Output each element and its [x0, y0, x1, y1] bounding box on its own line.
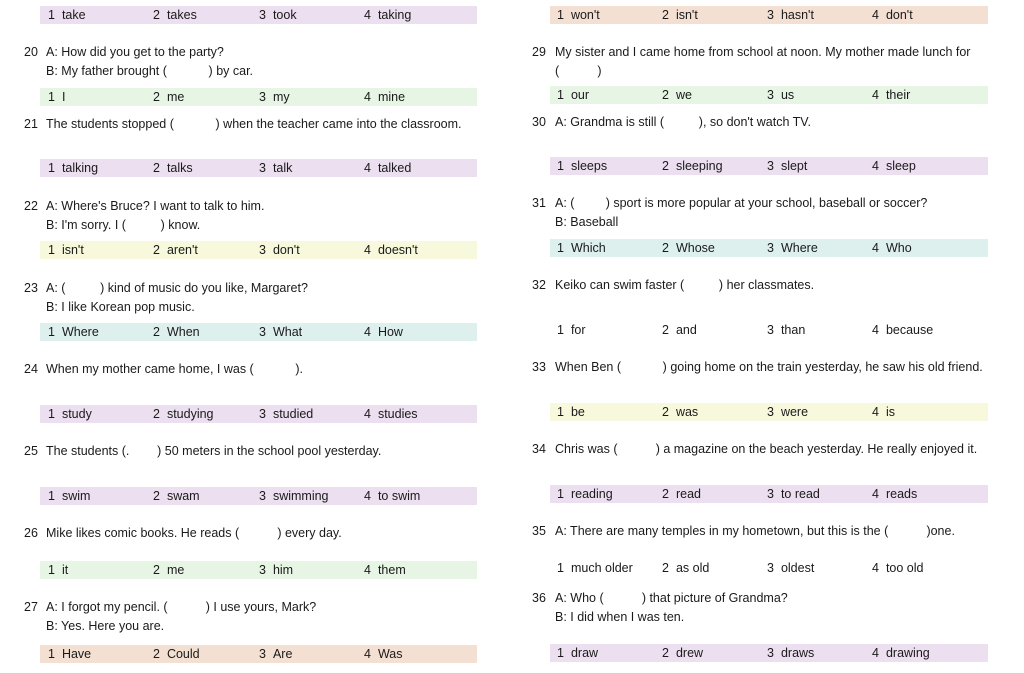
- question-text: A: There are many temples in my hometown, but this is the ( )one.: [555, 524, 955, 538]
- answer-option[interactable]: [153, 489, 200, 503]
- answer-option[interactable]: [364, 161, 411, 175]
- question-text: Keiko can swim faster ( ) her classmates.: [555, 278, 815, 292]
- answer-option[interactable]: [662, 405, 698, 419]
- answer-choices: [40, 645, 477, 663]
- answer-option[interactable]: [259, 647, 292, 661]
- answer-option[interactable]: [557, 8, 600, 22]
- option-number: 2: [662, 646, 669, 660]
- answer-option[interactable]: [153, 407, 214, 421]
- option-number: 3: [767, 159, 774, 173]
- option-number: 2: [153, 489, 160, 503]
- answer-option[interactable]: [48, 161, 98, 175]
- option-number: 2: [153, 325, 160, 339]
- option-text: don't: [885, 8, 913, 22]
- option-text: takes: [166, 8, 197, 22]
- option-text: Where: [780, 241, 818, 255]
- answer-option[interactable]: [557, 159, 607, 173]
- answer-option[interactable]: [872, 405, 895, 419]
- answer-option[interactable]: [48, 647, 91, 661]
- answer-choices: [550, 321, 988, 339]
- option-text: my: [272, 90, 290, 104]
- answer-option[interactable]: [557, 487, 613, 501]
- answer-option[interactable]: [364, 243, 418, 257]
- answer-option[interactable]: [872, 88, 910, 102]
- answer-option[interactable]: [364, 407, 418, 421]
- answer-option[interactable]: [557, 241, 606, 255]
- question-number: 33: [532, 360, 546, 374]
- answer-option[interactable]: [48, 489, 90, 503]
- option-text: talk: [272, 161, 293, 175]
- option-number: 1: [48, 489, 55, 503]
- option-text: talked: [377, 161, 412, 175]
- option-number: 3: [767, 8, 774, 22]
- option-number: 3: [259, 325, 266, 339]
- answer-option[interactable]: [872, 159, 916, 173]
- option-number: 4: [364, 8, 371, 22]
- question-number: 23: [24, 281, 38, 295]
- option-text: too old: [885, 561, 924, 575]
- question-number: 30: [532, 115, 546, 129]
- option-text: our: [570, 88, 590, 102]
- option-text: studied: [272, 407, 314, 421]
- question-number: 36: [532, 591, 546, 605]
- option-number: 3: [767, 405, 774, 419]
- option-text: don't: [272, 243, 300, 257]
- answer-option[interactable]: [662, 8, 698, 22]
- option-text: take: [61, 8, 86, 22]
- answer-option[interactable]: [872, 323, 933, 337]
- option-text: talking: [61, 161, 99, 175]
- option-text: for: [570, 323, 586, 337]
- option-text: is: [885, 405, 895, 419]
- option-number: 4: [872, 561, 879, 575]
- answer-option[interactable]: [48, 407, 92, 421]
- answer-option[interactable]: [872, 487, 917, 501]
- question-text: B: Baseball: [555, 215, 619, 229]
- question-number: 34: [532, 442, 546, 456]
- answer-choices: [40, 88, 477, 106]
- option-text: draw: [570, 646, 599, 660]
- option-text: talks: [166, 161, 193, 175]
- option-text: it: [61, 563, 69, 577]
- answer-option[interactable]: [153, 243, 198, 257]
- option-number: 3: [259, 489, 266, 503]
- option-number: 4: [872, 487, 879, 501]
- option-text: to swim: [377, 489, 421, 503]
- option-text: drew: [675, 646, 704, 660]
- option-text: sleeping: [675, 159, 723, 173]
- answer-option[interactable]: [767, 561, 814, 575]
- option-number: 2: [153, 647, 160, 661]
- option-text: took: [272, 8, 297, 22]
- option-number: 4: [872, 88, 879, 102]
- option-text: Who: [885, 241, 912, 255]
- question-number: 20: [24, 45, 38, 59]
- option-text: isn't: [675, 8, 698, 22]
- answer-option[interactable]: [662, 241, 715, 255]
- option-text: him: [272, 563, 294, 577]
- option-text: swam: [166, 489, 200, 503]
- option-text: When: [166, 325, 200, 339]
- option-text: Which: [570, 241, 606, 255]
- option-number: 1: [557, 561, 564, 575]
- option-text: me: [166, 563, 185, 577]
- answer-option[interactable]: [153, 325, 200, 339]
- question-text: B: Yes. Here you are.: [46, 619, 165, 633]
- option-text: reads: [885, 487, 918, 501]
- option-text: aren't: [166, 243, 198, 257]
- answer-option[interactable]: [153, 647, 200, 661]
- option-number: 2: [662, 561, 669, 575]
- option-number: 4: [872, 323, 879, 337]
- option-text: slept: [780, 159, 808, 173]
- option-text: How: [377, 325, 403, 339]
- option-text: mine: [377, 90, 406, 104]
- answer-option[interactable]: [767, 159, 807, 173]
- option-text: studying: [166, 407, 214, 421]
- question-text: The students stopped ( ) when the teacher came into the classroom.: [46, 117, 462, 131]
- option-text: us: [780, 88, 795, 102]
- option-number: 1: [48, 563, 55, 577]
- option-number: 2: [662, 8, 669, 22]
- option-number: 3: [767, 487, 774, 501]
- option-number: 4: [364, 407, 371, 421]
- answer-option[interactable]: [662, 159, 723, 173]
- option-text: were: [780, 405, 809, 419]
- option-number: 1: [557, 8, 564, 22]
- option-number: 3: [259, 407, 266, 421]
- answer-option[interactable]: [48, 90, 65, 104]
- question-text: The students (. ) 50 meters in the school pool yesterday.: [46, 444, 382, 458]
- question-text: My sister and I came home from school at noon. My mother made lunch for: [555, 45, 971, 59]
- option-number: 4: [872, 159, 879, 173]
- option-number: 3: [259, 161, 266, 175]
- answer-choices: [40, 405, 477, 423]
- option-text: Could: [166, 647, 200, 661]
- option-number: 4: [872, 646, 879, 660]
- option-text: them: [377, 563, 406, 577]
- option-text: draws: [780, 646, 815, 660]
- answer-option[interactable]: [259, 489, 329, 503]
- option-text: Have: [61, 647, 92, 661]
- option-text: I: [61, 90, 66, 104]
- option-number: 4: [872, 405, 879, 419]
- answer-option[interactable]: [364, 489, 420, 503]
- option-text: Was: [377, 647, 403, 661]
- option-number: 1: [557, 241, 564, 255]
- answer-choices: [40, 561, 477, 579]
- answer-option[interactable]: [557, 646, 598, 660]
- question-text: A: Who ( ) that picture of Grandma?: [555, 591, 788, 605]
- option-text: Are: [272, 647, 293, 661]
- question-text: A: Grandma is still ( ), so don't watch TV.: [555, 115, 811, 129]
- answer-choices: [40, 6, 477, 24]
- answer-option[interactable]: [364, 647, 403, 661]
- option-text: What: [272, 325, 303, 339]
- option-number: 2: [153, 161, 160, 175]
- question-number: 24: [24, 362, 38, 376]
- option-text: than: [780, 323, 806, 337]
- answer-choices: [550, 485, 988, 503]
- answer-option[interactable]: [259, 563, 293, 577]
- option-number: 4: [364, 90, 371, 104]
- answer-option[interactable]: [662, 487, 701, 501]
- option-number: 3: [767, 88, 774, 102]
- answer-option[interactable]: [557, 561, 633, 575]
- option-number: 3: [767, 561, 774, 575]
- answer-choices: [550, 644, 988, 662]
- answer-choices: [550, 6, 988, 24]
- option-number: 2: [153, 407, 160, 421]
- answer-choices: [40, 241, 477, 259]
- question-number: 25: [24, 444, 38, 458]
- option-number: 3: [767, 241, 774, 255]
- answer-option[interactable]: [48, 325, 99, 339]
- option-number: 3: [259, 563, 266, 577]
- option-number: 2: [662, 323, 669, 337]
- option-text: swim: [61, 489, 91, 503]
- option-text: we: [675, 88, 692, 102]
- answer-option[interactable]: [364, 90, 405, 104]
- answer-option[interactable]: [153, 563, 184, 577]
- option-number: 3: [767, 646, 774, 660]
- question-text: Chris was ( ) a magazine on the beach yesterday. He really enjoyed it.: [555, 442, 978, 456]
- answer-option[interactable]: [767, 646, 814, 660]
- answer-option[interactable]: [259, 8, 297, 22]
- answer-option[interactable]: [557, 323, 586, 337]
- question-text: A: I forgot my pencil. ( ) I use yours, Mark?: [46, 600, 317, 614]
- option-text: swimming: [272, 489, 329, 503]
- option-number: 3: [259, 647, 266, 661]
- option-number: 1: [48, 325, 55, 339]
- answer-option[interactable]: [259, 325, 302, 339]
- answer-option[interactable]: [364, 8, 411, 22]
- option-number: 4: [364, 325, 371, 339]
- option-number: 1: [48, 647, 55, 661]
- answer-choices: [550, 403, 988, 421]
- option-number: 2: [662, 159, 669, 173]
- question-number: 32: [532, 278, 546, 292]
- answer-option[interactable]: [48, 8, 86, 22]
- answer-option[interactable]: [767, 8, 814, 22]
- answer-option[interactable]: [259, 90, 290, 104]
- option-text: reading: [570, 487, 613, 501]
- answer-option[interactable]: [872, 8, 913, 22]
- question-number: 31: [532, 196, 546, 210]
- answer-option[interactable]: [767, 405, 808, 419]
- answer-option[interactable]: [259, 243, 300, 257]
- option-text: study: [61, 407, 92, 421]
- option-text: as old: [675, 561, 710, 575]
- question-number: 35: [532, 524, 546, 538]
- answer-option[interactable]: [662, 561, 709, 575]
- option-text: studies: [377, 407, 418, 421]
- answer-choices: [550, 559, 988, 577]
- option-number: 4: [364, 243, 371, 257]
- option-number: 3: [767, 323, 774, 337]
- option-text: oldest: [780, 561, 815, 575]
- option-text: drawing: [885, 646, 930, 660]
- option-number: 2: [153, 90, 160, 104]
- option-number: 1: [48, 8, 55, 22]
- option-number: 1: [557, 405, 564, 419]
- question-text: A: How did you get to the party?: [46, 45, 224, 59]
- answer-option[interactable]: [48, 243, 84, 257]
- option-text: and: [675, 323, 697, 337]
- option-number: 4: [872, 8, 879, 22]
- option-number: 1: [557, 487, 564, 501]
- option-number: 4: [872, 241, 879, 255]
- answer-choices: [550, 239, 988, 257]
- question-text: A: Where's Bruce? I want to talk to him.: [46, 199, 265, 213]
- question-text: ( ): [555, 64, 602, 78]
- option-text: was: [675, 405, 699, 419]
- option-text: doesn't: [377, 243, 418, 257]
- question-text: When my mother came home, I was ( ).: [46, 362, 304, 376]
- option-number: 2: [662, 487, 669, 501]
- answer-option[interactable]: [662, 323, 697, 337]
- option-text: much older: [570, 561, 633, 575]
- option-text: Whose: [675, 241, 715, 255]
- question-text: When Ben ( ) going home on the train yesterday, he saw his old friend.: [555, 360, 983, 374]
- question-number: 29: [532, 45, 546, 59]
- option-number: 1: [48, 90, 55, 104]
- option-number: 1: [48, 407, 55, 421]
- option-number: 1: [557, 88, 564, 102]
- option-number: 4: [364, 489, 371, 503]
- option-number: 2: [153, 8, 160, 22]
- option-text: Where: [61, 325, 99, 339]
- option-text: their: [885, 88, 911, 102]
- option-text: to read: [780, 487, 820, 501]
- option-text: won't: [570, 8, 600, 22]
- option-text: taking: [377, 8, 412, 22]
- answer-option[interactable]: [557, 88, 589, 102]
- option-text: isn't: [61, 243, 84, 257]
- answer-option[interactable]: [767, 487, 820, 501]
- answer-option[interactable]: [259, 407, 313, 421]
- option-number: 4: [364, 647, 371, 661]
- option-text: because: [885, 323, 934, 337]
- option-number: 2: [662, 405, 669, 419]
- option-text: be: [570, 405, 585, 419]
- answer-option[interactable]: [662, 88, 692, 102]
- answer-option[interactable]: [153, 90, 184, 104]
- option-number: 3: [259, 8, 266, 22]
- answer-choices: [40, 487, 477, 505]
- option-text: me: [166, 90, 185, 104]
- answer-option[interactable]: [872, 646, 930, 660]
- answer-choices: [40, 159, 477, 177]
- option-number: 3: [259, 243, 266, 257]
- question-number: 21: [24, 117, 38, 131]
- answer-option[interactable]: [767, 323, 805, 337]
- option-number: 1: [557, 159, 564, 173]
- answer-option[interactable]: [767, 241, 818, 255]
- option-number: 4: [364, 161, 371, 175]
- answer-option[interactable]: [48, 563, 68, 577]
- option-number: 1: [557, 323, 564, 337]
- option-number: 2: [153, 563, 160, 577]
- option-text: read: [675, 487, 701, 501]
- question-number: 27: [24, 600, 38, 614]
- answer-choices: [550, 157, 988, 175]
- question-number: 22: [24, 199, 38, 213]
- answer-option[interactable]: [259, 161, 292, 175]
- answer-option[interactable]: [364, 325, 403, 339]
- option-number: 2: [153, 243, 160, 257]
- question-text: A: ( ) kind of music do you like, Margaret?: [46, 281, 308, 295]
- question-text: B: I like Korean pop music.: [46, 300, 195, 314]
- option-number: 1: [48, 161, 55, 175]
- question-text: A: ( ) sport is more popular at your school, baseball or soccer?: [555, 196, 928, 210]
- question-number: 26: [24, 526, 38, 540]
- option-number: 3: [259, 90, 266, 104]
- answer-choices: [40, 323, 477, 341]
- answer-option[interactable]: [364, 563, 406, 577]
- answer-option[interactable]: [872, 241, 912, 255]
- option-number: 2: [662, 88, 669, 102]
- option-text: sleeps: [570, 159, 608, 173]
- question-text: B: I'm sorry. I ( ) know.: [46, 218, 201, 232]
- option-text: sleep: [885, 159, 916, 173]
- answer-option[interactable]: [153, 161, 193, 175]
- question-text: Mike likes comic books. He reads ( ) every day.: [46, 526, 342, 540]
- option-text: hasn't: [780, 8, 814, 22]
- option-number: 2: [662, 241, 669, 255]
- answer-option[interactable]: [557, 405, 585, 419]
- option-number: 1: [557, 646, 564, 660]
- answer-option[interactable]: [872, 561, 923, 575]
- question-text: B: I did when I was ten.: [555, 610, 685, 624]
- answer-option[interactable]: [767, 88, 794, 102]
- option-number: 1: [48, 243, 55, 257]
- answer-option[interactable]: [662, 646, 703, 660]
- answer-choices: [550, 86, 988, 104]
- question-text: B: My father brought ( ) by car.: [46, 64, 254, 78]
- option-number: 4: [364, 563, 371, 577]
- answer-option[interactable]: [153, 8, 197, 22]
